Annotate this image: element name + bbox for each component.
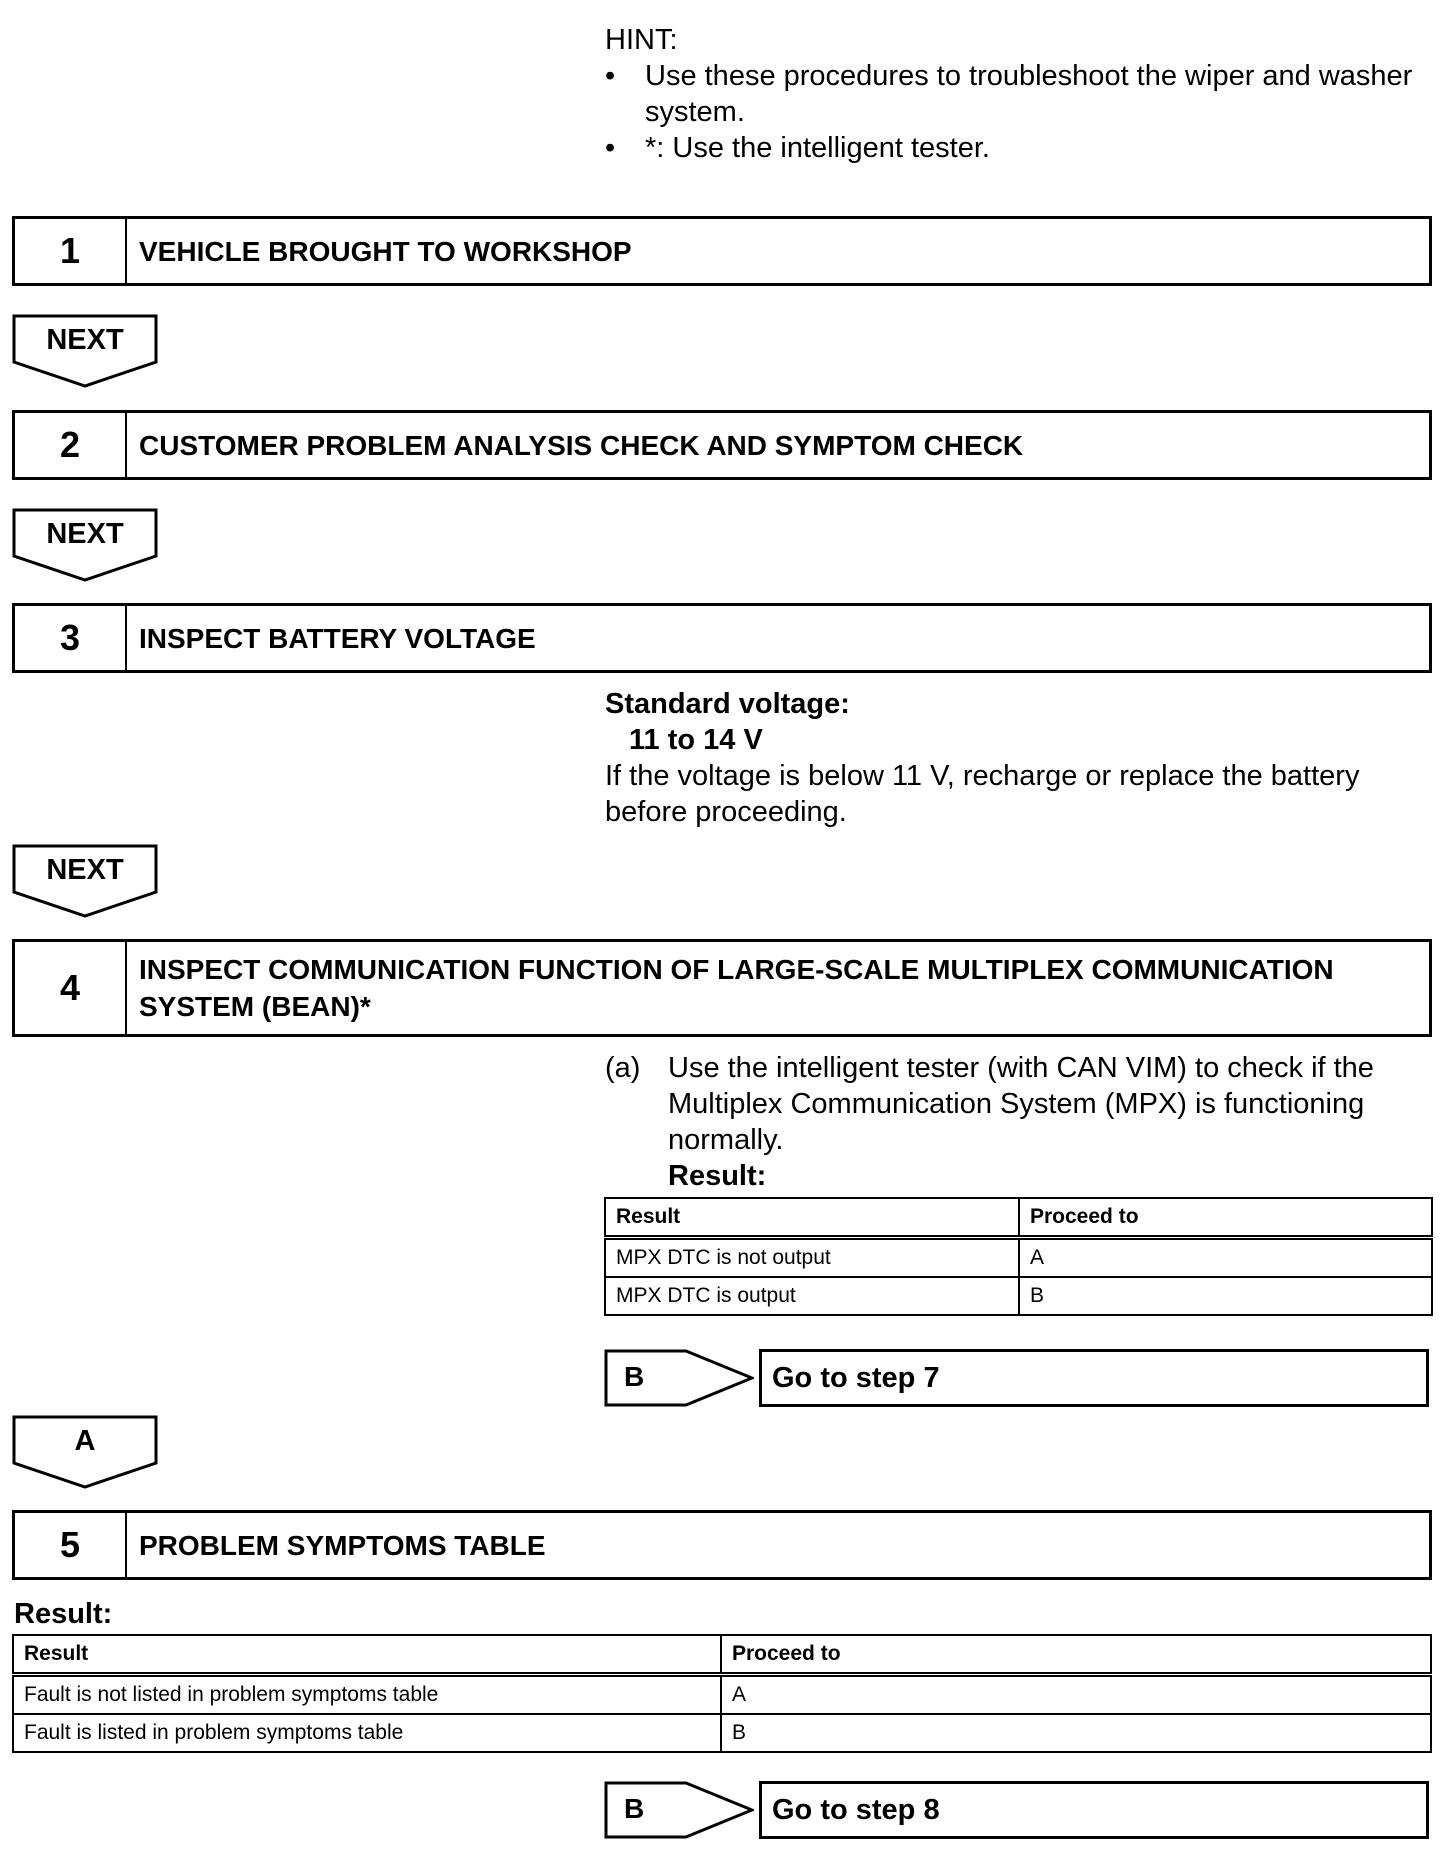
- table-cell: Fault is listed in problem symptoms table: [13, 1714, 721, 1752]
- step-5-header: [12, 1510, 1432, 1580]
- table-header-row: [13, 1635, 1431, 1675]
- result-label: Result:: [14, 1598, 113, 1630]
- step-3-header: [12, 603, 1432, 673]
- table-header-cell: Result: [13, 1635, 721, 1675]
- hint-title: HINT:: [605, 24, 678, 56]
- table-row: [605, 1277, 1432, 1315]
- next-arrow-1: [12, 314, 158, 388]
- step-number: 5: [15, 1513, 127, 1577]
- a-arrow: [12, 1415, 158, 1489]
- next-label: NEXT: [46, 324, 124, 356]
- next-arrow-2: [12, 508, 158, 582]
- hint-list: [605, 58, 1435, 166]
- table-cell: A: [721, 1675, 1431, 1715]
- table-header-cell: Proceed to: [1019, 1198, 1432, 1238]
- table-row: [13, 1675, 1431, 1715]
- step-4-result-table: [604, 1197, 1433, 1316]
- goto-text: Go to step 8: [759, 1781, 1429, 1839]
- table-cell: B: [1019, 1277, 1432, 1315]
- step-title: CUSTOMER PROBLEM ANALYSIS CHECK AND SYMPTOM CHECK: [139, 429, 1024, 461]
- standard-voltage-label: Standard voltage:: [605, 688, 850, 720]
- item-label: (a): [605, 1052, 641, 1084]
- step-title: INSPECT COMMUNICATION FUNCTION OF LARGE-SCALE MULTIPLEX COMMUNICATION SYSTEM (BEAN)*: [139, 954, 1334, 1022]
- standard-voltage-value: 11 to 14 V: [629, 724, 763, 756]
- table-header-cell: Proceed to: [721, 1635, 1431, 1675]
- table-cell: MPX DTC is output: [605, 1277, 1019, 1315]
- table-cell: B: [721, 1714, 1431, 1752]
- goto-step-7: [604, 1349, 1434, 1407]
- step-3-body: [605, 686, 1415, 830]
- table-cell: A: [1019, 1238, 1432, 1278]
- table-cell: Fault is not listed in problem symptoms table: [13, 1675, 721, 1715]
- hint-block: [605, 22, 1435, 166]
- step-title: VEHICLE BROUGHT TO WORKSHOP: [139, 235, 632, 267]
- goto-step-8: [604, 1781, 1434, 1839]
- hint-bullet: • *: Use the intelligent tester.: [605, 132, 990, 164]
- goto-code: B: [624, 1361, 645, 1392]
- goto-code: B: [624, 1793, 645, 1824]
- table-row: [605, 1238, 1432, 1278]
- hint-bullet: • Use these procedures to troubleshoot the wiper and washer system.: [605, 60, 1413, 128]
- item-text: Use the intelligent tester (with CAN VIM) to check if the Multiplex Communication System (MPX) is functioning normally.: [668, 1052, 1374, 1156]
- step-1-header: [12, 216, 1432, 286]
- next-label: NEXT: [46, 518, 124, 550]
- step-number: 1: [15, 219, 127, 283]
- step-2-header: [12, 410, 1432, 480]
- step-number: 3: [15, 606, 127, 670]
- step-4-header: [12, 939, 1432, 1037]
- next-arrow-3: [12, 844, 158, 918]
- a-label: A: [74, 1425, 96, 1457]
- result-label: Result:: [668, 1160, 767, 1192]
- table-header-cell: Result: [605, 1198, 1019, 1238]
- voltage-note: If the voltage is below 11 V, recharge or replace the battery before proceeding.: [605, 760, 1360, 828]
- step-title: INSPECT BATTERY VOLTAGE: [139, 622, 536, 654]
- next-label: NEXT: [46, 854, 124, 886]
- step-4-item: [605, 1050, 1420, 1194]
- table-cell: MPX DTC is not output: [605, 1238, 1019, 1278]
- step-number: 4: [15, 942, 127, 1034]
- goto-text: Go to step 7: [759, 1349, 1429, 1407]
- step-5-result-table: [12, 1634, 1432, 1753]
- table-header-row: [605, 1198, 1432, 1238]
- step-title: PROBLEM SYMPTOMS TABLE: [139, 1529, 546, 1561]
- table-row: [13, 1714, 1431, 1752]
- step-number: 2: [15, 413, 127, 477]
- step-4-body: [605, 1050, 1420, 1194]
